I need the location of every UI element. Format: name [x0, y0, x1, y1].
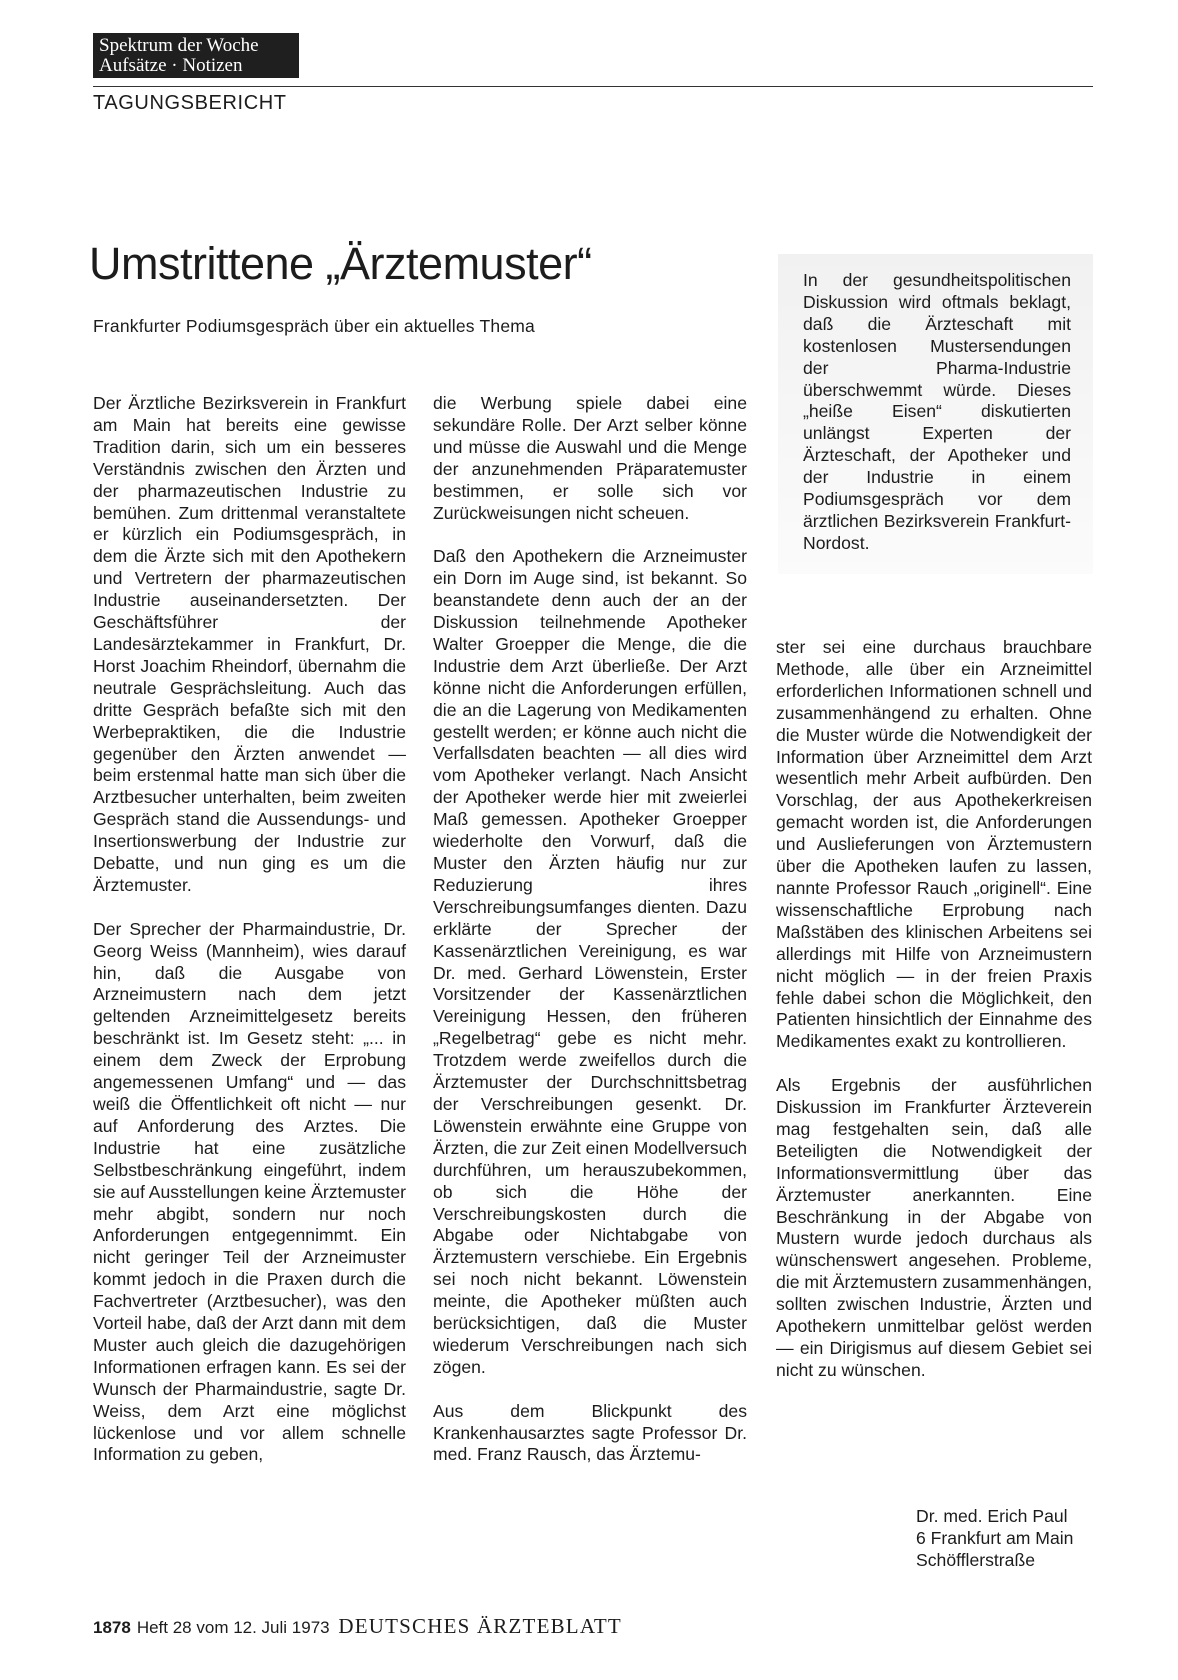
page-footer [93, 1614, 622, 1639]
paragraph: Als Ergebnis der ausführlichen Diskussion im Frankfurter Ärzteverein mag festgehalten sein, daß alle Beteiligten die Notwendigkeit der Informationsvermittlung über das Ärztemuster anerkannten. Eine Beschränkung in der Abgabe von Mustern wurde jedoch durchaus als wünschenswert angesehen. Probleme, die mit Ärztemustern zusammenhängen, sollten zwischen Industrie, Ärzten und Apothekern unmittelbar gelöst werden — ein Dirigismus auf diesem Gebiet sei nicht zu wünschen. [776, 1075, 1092, 1380]
text-column-1 [93, 393, 406, 1466]
kicker-line-2: Aufsätze · Notizen [99, 55, 243, 76]
section-label: TAGUNGSBERICHT [93, 92, 287, 114]
paragraph: Der Sprecher der Pharmaindustrie, Dr. Georg Weiss (Mannheim), wies darauf hin, daß die Ausgabe von Arzneimustern nach dem jetzt geltenden Arzneimittelgesetz bereits beschränkt ist. Im Gesetz steht: „... in einem dem Zweck der Erprobung angemessenen Umfang“ und — das weiß die Öffentlichkeit oft nicht — nur auf Anforderung des Arztes. Die Industrie hat eine zusätzliche Selbstbeschränkung eingeführt, indem sie auf Ausstellungen keine Ärztemuster mehr abgibt, sondern nur noch Anforderungen entgegennimmt. Ein nicht geringer Teil der Arzneimuster kommt jedoch in die Praxen durch die Fachvertreter (Arztbesucher), was den Vorteil habe, daß der Arzt dann mit dem Muster auch gleich die dazugehörigen Informationen erfragen kann. Es sei der Wunsch der Pharmaindustrie, sagte Dr. Weiss, dem Arzt eine möglichst lückenlose und vor allem schnelle Information zu geben, [93, 918, 406, 1465]
journal-masthead: DEUTSCHES ÄRZTEBLATT [338, 1614, 622, 1638]
page-number: 1878 [93, 1618, 131, 1637]
issue-info: Heft 28 vom 12. Juli 1973 [136, 1618, 330, 1637]
author-name: Dr. med. Erich Paul [916, 1506, 1068, 1526]
section-kicker [93, 33, 299, 78]
author-city: 6 Frankfurt am Main [916, 1527, 1074, 1548]
author-signature [916, 1506, 1073, 1572]
text-column-3 [776, 637, 1092, 1382]
kicker-line-1: Spektrum der Woche [99, 35, 259, 56]
lead-paragraph: In der gesundheitspolitischen Diskussion wird oftmals beklagt, daß die Ärzteschaft mit kostenlosen Mustersendungen der Pharma-Industrie überschwemmt würde. Dieses „heiße Eisen“ diskutierten unlängst Experten der Ärzteschaft, der Apotheker und der Industrie in einem Podiumsgespräch vor dem ärztlichen Bezirksverein Frankfurt-Nordost. [803, 270, 1071, 553]
article-title: Umstrittene „Ärztemuster“ [89, 238, 592, 289]
paragraph: die Werbung spiele dabei eine sekundäre Rolle. Der Arzt selber könne und müsse die Auswahl und die Menge der anzunehmenden Präparatemuster bestimmen, er solle sich vor Zurückweisungen nicht scheuen. [433, 393, 747, 523]
author-street: Schöfflerstraße [916, 1549, 1035, 1570]
paragraph: ster sei eine durchaus brauchbare Methode, alle über ein Arzneimittel erforderlichen Informationen schnell und zusammenhängend zu erhalten. Ohne die Muster würde die Notwendigkeit der Information über Arzneimittel dem Arzt wesentlich mehr Arbeit aufbürden. Den Vorschlag, der aus Apothekerkreisen gemacht worden ist, die Anforderungen und Auslieferungen von Ärztemustern über die Apotheken laufen zu lassen, nannte Professor Rauch „originell“. Eine wissenschaftliche Erprobung nach Maßstäben des klinischen Arbeitens sei allerdings mit Hilfe von Arzneimustern nicht möglich — in der freien Praxis fehle dabei schon die Möglichkeit, den Patienten hinsichtlich der Einnahme des Medikamentes exakt zu kontrollieren. [776, 637, 1092, 1052]
paragraph: Aus dem Blickpunkt des Krankenhausarztes sagte Professor Dr. med. Franz Rausch, das Ärztemu- [433, 1400, 747, 1465]
paragraph: Daß den Apothekern die Arzneimuster ein Dorn im Auge sind, ist bekannt. So beanstandete denn auch der an der Diskussion teilnehmende Apotheker Walter Groepper die Menge, die die Industrie dem Arzt überließe. Der Arzt könne nicht die Anforderungen erfüllen, die an die Lagerung von Medikamenten gestellt werden; er könne auch nicht die Verfallsdaten beachten — all dies wird vom Apotheker verlangt. Nach Ansicht der Apotheker werde hier mit zweierlei Maß gemessen. Apotheker Groepper wiederholte den Vorwurf, daß die Muster den Ärzten häufig nur zur Reduzierung ihres Verschreibungsumfanges dienten. Dazu erklärte der Sprecher der Kassenärztlichen Vereinigung, es war Dr. med. Gerhard Löwenstein, Erster Vorsitzender der Kassenärztlichen Vereinigung Hessen, den früheren „Regelbetrag“ gebe es nicht mehr. Trotzdem werde zweifellos durch die Ärztemuster der Durchschnittsbetrag der Verschreibungen gesenkt. Dr. Löwenstein erwähnte eine Gruppe von Ärzten, die zur Zeit einen Modellversuch durchführen, um herauszubekommen, ob sich die Höhe der Verschreibungskosten durch die Abgabe oder Nichtabgabe von Ärztemustern verschiebe. Ein Ergebnis sei noch nicht bekannt. Löwenstein meinte, die Apotheker müßten auch berücksichtigen, daß die Muster wiederum Verschreibungen nach sich zögen. [433, 546, 747, 1377]
header-rule [93, 86, 1093, 87]
paragraph: Der Ärztliche Bezirksverein in Frankfurt am Main hat bereits eine gewisse Tradition darin, sich um ein besseres Verständnis zwischen den Ärzten und der pharmazeutischen Industrie zu bemühen. Zum drittenmal veranstaltete er kürzlich ein Podiumsgespräch, in dem die Ärzte sich mit den Apothekern und Vertretern der pharmazeutischen Industrie auseinandersetzten. Der Geschäftsführer der Landesärztekammer in Frankfurt, Dr. Horst Joachim Rheindorf, übernahm die neutrale Gesprächsleitung. Auch das dritte Gespräch befaßte sich mit den Werbepraktiken, die die Industrie gegenüber den Ärzten anwendet — beim erstenmal hatte man sich über die Arztbesucher unterhalten, beim zweiten Gespräch stand die Aussendungs- und Insertionswerbung der Industrie zur Debatte, und nun ging es um die Ärztemuster. [93, 393, 406, 895]
text-column-2 [433, 393, 747, 1466]
article-subtitle: Frankfurter Podiumsgespräch über ein aktuelles Thema [93, 316, 535, 336]
